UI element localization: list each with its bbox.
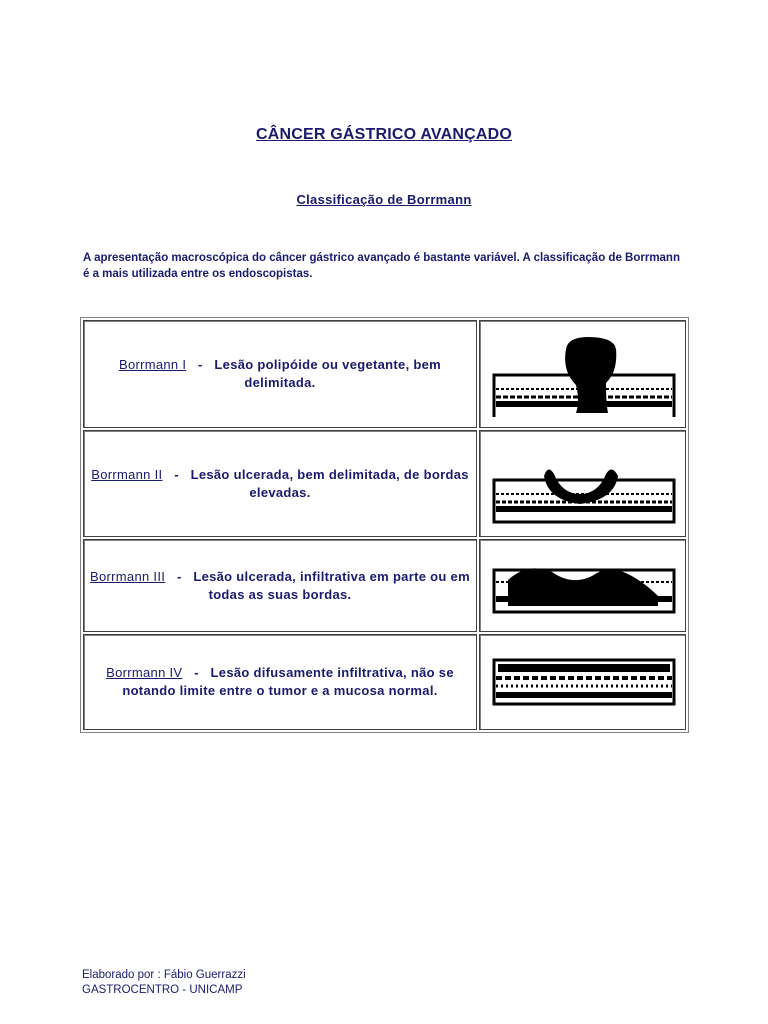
- infiltrative-ulcer-diagram: [488, 556, 678, 616]
- page-subtitle: Classificação de Borrmann: [296, 192, 472, 207]
- classification-name[interactable]: Borrmann III: [90, 568, 166, 584]
- ulcerated-lesion-diagram: [488, 444, 678, 524]
- institution-line: GASTROCENTRO - UNICAMP: [82, 984, 243, 996]
- illustration-cell: [479, 320, 686, 428]
- table-row: [83, 320, 686, 428]
- classification-description: Lesão difusamente infiltrativa, não se notando limite entre o tumor e a mucosa normal.: [122, 665, 454, 698]
- illustration-cell: [479, 634, 686, 730]
- page-title: CÂNCER GÁSTRICO AVANÇADO: [255, 126, 513, 143]
- illustration-cell: [479, 539, 686, 632]
- footer: [82, 968, 246, 998]
- borrmann-table: [80, 317, 689, 733]
- separator: -: [198, 357, 203, 372]
- separator: -: [194, 665, 199, 680]
- separator: -: [176, 568, 182, 584]
- author-line: Elaborado por : Fábio Guerrazzi: [82, 969, 246, 981]
- table-row: [83, 430, 686, 537]
- classification-description: Lesão ulcerada, infiltrativa em parte ou em todas as suas bordas.: [193, 568, 470, 602]
- description-cell: [83, 539, 477, 632]
- classification-name[interactable]: Borrmann II: [91, 466, 163, 482]
- classification-description: Lesão ulcerada, bem delimitada, de bordas elevadas.: [190, 466, 469, 500]
- intro-paragraph: A apresentação macroscópica do câncer gástrico avançado é bastante variável. A classificação de Borrmann é a mais utilizada entre os endoscopistas.: [83, 252, 680, 280]
- classification-name[interactable]: Borrmann IV: [106, 665, 183, 680]
- description-cell: [83, 320, 477, 428]
- description-cell: [83, 634, 477, 730]
- table-row: [83, 539, 686, 632]
- illustration-cell: [479, 430, 686, 537]
- classification-description: Lesão polipóide ou vegetante, bem delimitada.: [214, 357, 442, 390]
- polypoid-lesion-diagram: [488, 331, 678, 417]
- table-row: [83, 634, 686, 730]
- diffuse-infiltration-diagram: [488, 654, 678, 710]
- classification-name[interactable]: Borrmann I: [118, 357, 187, 372]
- separator: -: [174, 466, 179, 482]
- description-cell: [83, 430, 477, 537]
